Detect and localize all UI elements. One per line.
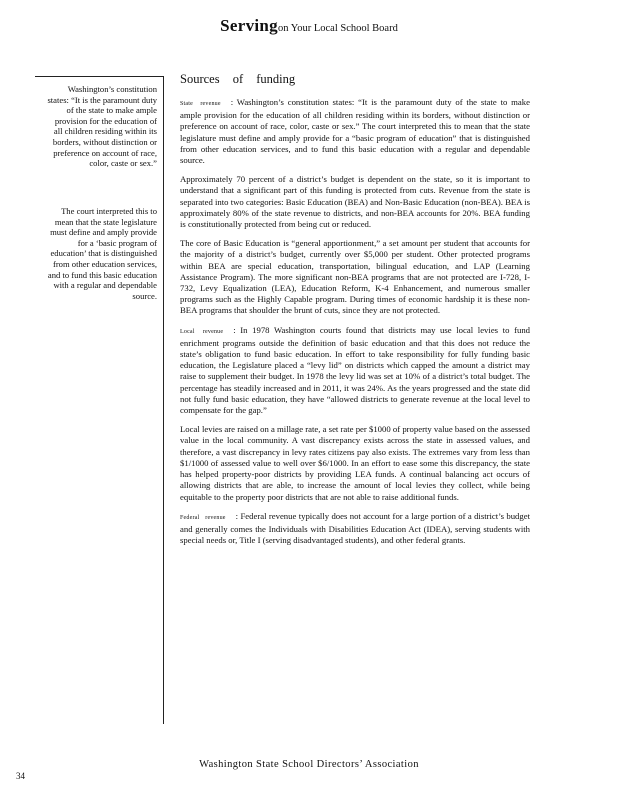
local-revenue-text: : In 1978 Washington courts found that districts may use local levies to fund enrichment programs outside the definition of basic education and that this does not reduce the state’s obligation to fund basic education. In effort to take responsibility for fully funding basic education, the Legislature placed a “levy lid” on districts which capped the amount a district may raise to supplement their budget. In 1978 the levy lid was set at 10% of a district’s total budget. The percentage has steadily increased and in 2011, it was 24%. As the years progressed and the state did not fully fund basic education, they have “allowed districts to generate revenue at the local level to compensate for the gap.” (180, 324, 531, 416)
header-serving: Serving (220, 16, 278, 35)
state-revenue-heading: State revenue (180, 101, 221, 107)
state-revenue-text: : Washington’s constitution states: “It is the paramount duty of the state to make ample provision for the education of all children residing within its borders, without distinction or preference on account of race, color, caste or sex.” The court interpreted this to mean that the state legislature must define and amply provide for a “basic program of education” that is distinguished from other education services, and to fund this basic education with a regular and dependable source. (180, 97, 530, 166)
paragraph-state-budget: Approximately 70 percent of a district’s budget is dependent on the state, so it is important to understand that a significant part of this funding is protected from cuts. Revenue from the state is separated into two categories: Basic Education (BEA) and Non-Basic Education (non-BEA). BEA is approximately 80% of the state revenue to districts, and non-BEA accounts for 20%. BEA funding is constitutionally protected from being cut or reduced. (180, 174, 530, 230)
paragraph-state-revenue (180, 97, 530, 166)
running-header (0, 16, 618, 36)
main-column (180, 72, 530, 554)
local-revenue-heading: Local revenue (180, 328, 224, 335)
federal-revenue-heading: Federal revenue (180, 514, 226, 521)
paragraph-federal-revenue (180, 511, 530, 547)
sidebar-top-rule (35, 76, 163, 77)
footer-organization: Washington State School Directors’ Association (199, 759, 419, 770)
sidebar-pullquote-court: The court interpreted this to mean that the state legislature must define and amply provide for a ‘basic program of education’ that is distinguished from other education services, and to fund this basic education with a regular and dependable source. (47, 206, 157, 301)
section-title: Sources of funding (180, 72, 296, 86)
sidebar-pullquote-constitution: Washington’s constitution states: “It is the paramount duty of the state to make ample provision for the education of all children residing within its borders, without distinction or preference on account of race, color, caste or sex.” (47, 84, 157, 169)
header-subtitle: on Your Local School Board (277, 23, 398, 34)
paragraph-basic-education: The core of Basic Education is “general apportionment,” a set amount per student that accounts for the majority of a district’s budget, currently over $5,000 per student. Other protected programs within BEA are special education, transportation, bilingual education, and LAP (Learning Assistance Program). The more significant non-BEA programs that are not protected are I-728, I-732, Levy Equalization (LEA), Education Reform, K-4 Enhancement, and numerous smaller programs such as the Highly Capable program. During times of economic hardship it is these non-BEA programs that shoulder the brunt of cuts, since they are not protected. (180, 238, 530, 316)
federal-revenue-text: : Federal revenue typically does not account for a large portion of a district’s budget and generally comes the Individuals with Disabilities Education Act (IDEA), serving students with special needs or, Title I (serving disadvantaged students), and other federal grants. (180, 510, 530, 546)
paragraph-local-levies: Local levies are raised on a millage rate, a set rate per $1000 of property value based on the assessed value in the local community. A vast discrepancy exists across the state in assessed values, and therefore, a vast discrepancy in levy rates citizens pay also exists. The extremes vary from less than $1/1000 of assessed value to well over $6/1000. In an effort to ease some this discrepancy, the state has helped property-poor districts by providing LEA funds. A continual balancing act occurs of allowing districts that are able, to increase the amount of local levies they collect, while being equitable to the property poor districts that are not able to raise additional funds. (180, 424, 530, 502)
column-divider (163, 76, 164, 724)
paragraph-local-revenue (180, 325, 530, 417)
page-number: 34 (16, 771, 25, 781)
